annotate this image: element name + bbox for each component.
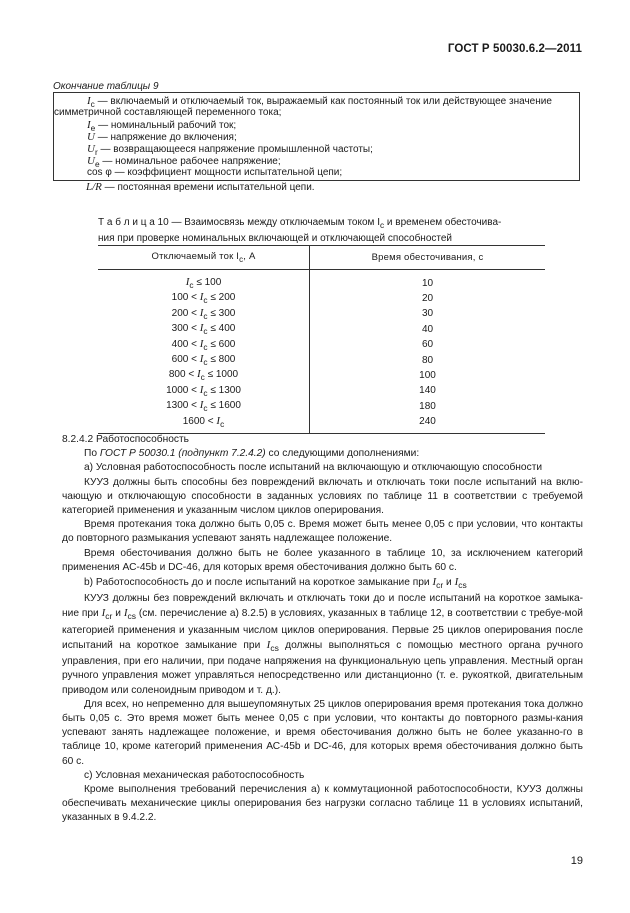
- range-low: 300: [171, 323, 189, 335]
- page-number: 19: [570, 855, 583, 867]
- cell-time: 180: [310, 399, 546, 414]
- col-header-current: [98, 246, 310, 270]
- cell-time: 140: [310, 384, 546, 399]
- paragraph: Время обесточивания должно быть не более указанного в таблице 10, за исключением категорий применения АС-45b и DC-46, для которых время обесточивания должно быть 60 с.: [62, 547, 583, 573]
- cell-time: 100: [310, 368, 546, 383]
- col-header-time: Время обесточивания, с: [310, 246, 546, 270]
- operator: ≤: [210, 292, 216, 304]
- subscript: c: [203, 295, 208, 306]
- table-row: [98, 353, 545, 368]
- current-symbol: I: [199, 306, 204, 319]
- table-row: [98, 307, 545, 322]
- paragraph: Время протекания тока должно быть 0,05 с. Время может быть менее 0,05 с при условии, что контакты до повторного размыкания успевают занять надлежащее положение.: [62, 519, 583, 545]
- range-low: 1000: [166, 384, 189, 396]
- symbol: I: [123, 607, 128, 620]
- current-symbol: I: [185, 276, 190, 288]
- text: и: [443, 577, 455, 589]
- table-continuation-caption: Окончание таблицы 9: [53, 81, 159, 92]
- range-low: 400: [171, 338, 189, 350]
- subscript: c: [203, 310, 208, 321]
- symbol: I: [87, 119, 91, 131]
- operator: <: [207, 415, 214, 427]
- legend-line-u: [87, 131, 237, 143]
- current-symbol: I: [199, 353, 204, 366]
- table-header-row: [98, 246, 545, 270]
- text: По: [84, 448, 100, 460]
- cell-time: 30: [310, 307, 546, 322]
- subscript: c: [189, 280, 194, 290]
- table-row: [98, 384, 545, 399]
- subscript: c: [203, 357, 208, 368]
- cell-time: 60: [310, 338, 546, 353]
- table-row: [98, 338, 545, 353]
- table-row: [98, 291, 545, 306]
- range-high: 100: [204, 277, 222, 288]
- paragraph: [62, 575, 583, 592]
- text: должны выполняться с помощью местного органа ручного управления, при его наличии, при подаче напряжения на функциональную цепь управления. Местный орган ручного управления может управляться непосредственно или дистанционно (т. е. рукояткой, двигательным приводом или соленоидным приводом и т. д.).: [62, 639, 584, 696]
- subscript: c: [203, 387, 208, 398]
- paragraph: [62, 447, 583, 461]
- subscript: c: [203, 403, 208, 414]
- legend-text: — возвращающееся напряжение промышленной частоты;: [97, 144, 373, 155]
- subscript: cr: [436, 580, 444, 591]
- current-symbol: I: [196, 368, 201, 381]
- current-symbol: I: [199, 322, 204, 335]
- current-symbol: I: [199, 337, 204, 350]
- range-high: 1300: [218, 384, 241, 396]
- subscript: cs: [458, 580, 467, 591]
- legend-text: — номинальный рабочий ток;: [95, 120, 237, 131]
- range-low: 800: [168, 369, 186, 381]
- symbol: I: [454, 576, 459, 589]
- symbol: cos φ: [87, 167, 112, 178]
- document-header-id: ГОСТ Р 50030.6.2—2011: [447, 43, 582, 55]
- symbol: U: [87, 155, 95, 167]
- operator: ≤: [207, 369, 214, 381]
- paragraph: с) Условная механическая работоспособность: [84, 769, 305, 781]
- operator: ≤: [210, 354, 216, 366]
- legend-line-cosphi: [87, 167, 342, 178]
- subscript: cr: [105, 611, 113, 622]
- operator: <: [191, 323, 197, 335]
- text: со следующими дополнениями:: [265, 448, 420, 460]
- legend-text: — коэффициент мощности испытательной цепи;: [111, 167, 343, 178]
- legend-line-continuation: симметричной составляющей переменного тока;: [54, 107, 282, 118]
- subscript: c: [239, 254, 244, 264]
- operator: ≤: [210, 400, 216, 412]
- subscript: e: [90, 123, 96, 133]
- operator: <: [191, 307, 197, 319]
- cell-current-range: [98, 338, 310, 353]
- caption-text: и временем обесточива-: [384, 217, 502, 228]
- operator: ≤: [210, 323, 216, 335]
- paragraph: а) Условная работоспособность после испытаний на включающую и отключающую способности: [84, 462, 543, 474]
- symbol: L/R: [86, 181, 102, 193]
- legend-text: — напряжение до включения;: [94, 132, 237, 143]
- cell-current-range: [98, 322, 310, 337]
- subscript: c: [200, 372, 205, 383]
- symbol: U: [87, 143, 95, 155]
- table-row: [98, 368, 545, 383]
- subscript: c: [203, 326, 208, 337]
- cell-current-range: [98, 291, 310, 306]
- paragraph: Для всех, но непременно для вышеупомянутых 25 циклов оперирования время протекания тока должно быть 0,05 с. Это время может быть менее 0,05 с при условии, что контакты до повторного размы-кания успевают занять надлежащее положение, и время обесточивания должно быть не более указанно-го в таблице 10, кроме категорий применения АС-45b и DC-46, для которых время обесточивания должно быть 60 с.: [62, 698, 583, 767]
- text: (см. перечисление а) 8.2.5) в условиях, указанных в таблице 12, в соответствии с требуе-мой категорией применения и указанным числом циклов оперирования. Первые 25 циклов оперирования после испытаний на короткое замыкание при: [62, 608, 583, 651]
- range-high: 800: [218, 354, 236, 366]
- symbol: U: [87, 131, 95, 143]
- range-low: 1300: [166, 400, 189, 412]
- cell-time: 240: [310, 415, 546, 434]
- subscript: c: [220, 418, 225, 429]
- operator: ≤: [196, 277, 202, 288]
- subscript: c: [90, 99, 95, 109]
- cell-current-range: [98, 415, 310, 434]
- current-symbol: I: [199, 291, 204, 304]
- range-high: 1600: [218, 400, 241, 412]
- header-unit: , А: [243, 251, 256, 263]
- range-low: 200: [171, 307, 189, 319]
- current-symbol: I: [199, 399, 204, 412]
- operator: <: [191, 384, 197, 396]
- symbol: I: [87, 95, 91, 107]
- subscript: c: [379, 220, 385, 230]
- subscript: e: [94, 159, 100, 169]
- current-symbol: I: [199, 383, 204, 396]
- caption-text: ния при проверке номинальных включающей и отключающей способностей: [98, 233, 452, 244]
- cell-time: 80: [310, 353, 546, 368]
- cell-time: 40: [310, 322, 546, 337]
- subscript: cs: [270, 642, 279, 653]
- cell-current-range: [98, 307, 310, 322]
- table10: [98, 245, 545, 434]
- legend-text: — включаемый и отключаемый ток, выражаемый как постоянный ток или действующее значение: [94, 96, 552, 107]
- table-row: [98, 322, 545, 337]
- current-symbol: I: [216, 414, 221, 427]
- cell-current-range: [98, 368, 310, 383]
- cell-current-range: [98, 353, 310, 368]
- operator: <: [191, 292, 197, 304]
- table-body: [98, 270, 545, 434]
- operator: <: [191, 354, 197, 366]
- symbol: I: [266, 638, 271, 651]
- symbol: I: [101, 607, 106, 620]
- main-body-text: [62, 433, 583, 826]
- symbol: I: [432, 576, 437, 589]
- operator: <: [191, 338, 197, 350]
- paragraph: Кроме выполнения требований перечисления а) к коммутационной работоспособности, КУУЗ должны обеспечивать механические циклы оперирования без нагрузки согласно таблице 11 в условиях испытаний, указанных в 9.4.2.2.: [62, 783, 583, 824]
- legend-text: — номинальное рабочее напряжение;: [99, 156, 281, 167]
- cell-current-range: [98, 384, 310, 399]
- range-low: 600: [171, 354, 189, 366]
- operator: <: [188, 369, 195, 381]
- table-row: [98, 415, 545, 434]
- range-high: 300: [218, 307, 236, 319]
- operator: ≤: [210, 384, 216, 396]
- cell-time: 10: [310, 270, 546, 292]
- text: b) Работоспособность до и после испытаний на короткое замыкание при: [84, 577, 433, 589]
- paragraph: [62, 592, 583, 697]
- text: КУУЗ должны без повреждений включать и отключать токи до и после испытаний на короткое замыка-ние при: [62, 593, 583, 620]
- caption-text: Т а б л и ц а 10 — Взаимосвязь между отключаемым током I: [98, 217, 380, 228]
- cell-current-range: [98, 399, 310, 414]
- range-high: 600: [218, 338, 236, 350]
- cell-time: 20: [310, 291, 546, 306]
- legend-text: — постоянная времени испытательной цепи.: [101, 182, 315, 193]
- range-low: 100: [171, 292, 189, 304]
- table-row: [98, 399, 545, 414]
- range-low: 1600: [182, 415, 205, 427]
- header-text: Отключаемый ток I: [151, 251, 240, 263]
- section-heading: 8.2.4.2 Работоспособность: [62, 434, 189, 445]
- operator: ≤: [210, 338, 216, 350]
- table10-caption: [98, 216, 538, 245]
- legend-line-lr: [86, 181, 315, 193]
- subscript: cs: [127, 611, 137, 622]
- cell-current-range: [98, 270, 310, 292]
- operator: <: [191, 400, 197, 412]
- text: и: [112, 608, 124, 620]
- table-row: [98, 270, 545, 292]
- subscript: r: [94, 147, 98, 157]
- subscript: c: [203, 341, 208, 352]
- paragraph: КУУЗ должны быть способны без повреждений включать и отключать токи после испытаний на вклю-чающую и отключающую способности в заданных условиях по таблице 11 в соответствии с требуемой категорией применения и указанным числом циклов оперирования.: [62, 476, 583, 517]
- reference-link: ГОСТ Р 50030.1 (подпункт 7.2.4.2): [99, 448, 266, 460]
- table9-legend-box: [53, 92, 580, 181]
- range-high: 1000: [215, 369, 239, 381]
- operator: ≤: [210, 307, 216, 319]
- range-high: 400: [218, 323, 236, 335]
- range-high: 200: [218, 292, 236, 304]
